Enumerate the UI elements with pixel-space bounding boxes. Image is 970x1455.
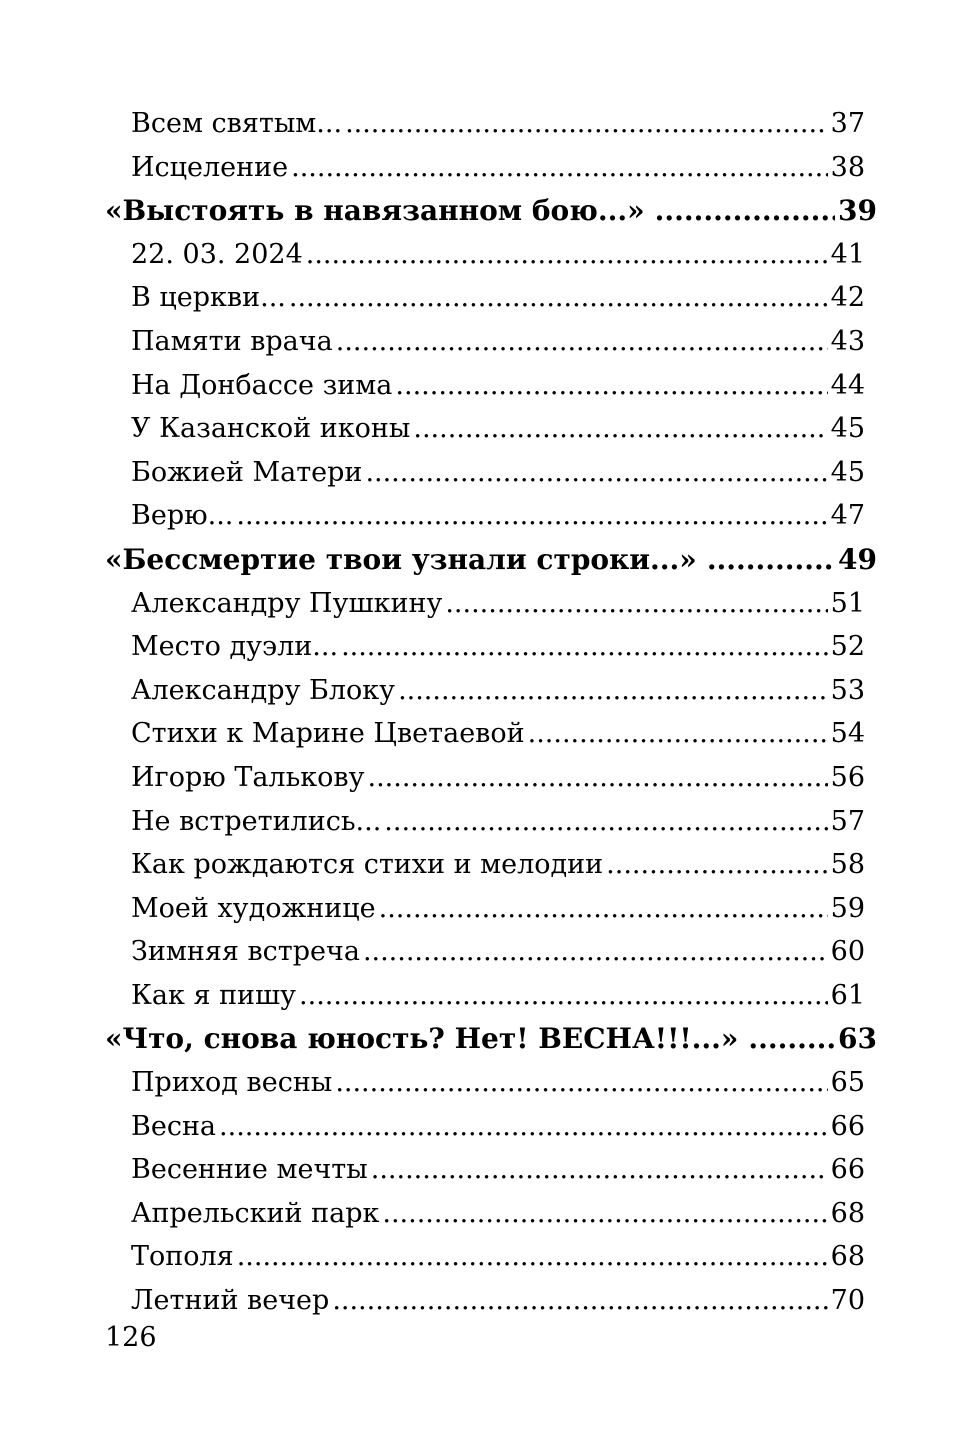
toc-entry (105, 974, 865, 1018)
dot-leader (291, 146, 828, 190)
dot-leader (236, 494, 827, 538)
toc-section-heading (105, 189, 877, 233)
dot-leader (371, 1148, 828, 1192)
dot-leader (413, 407, 827, 451)
dot-leader (395, 364, 827, 408)
toc-page-number: 52 (830, 631, 865, 663)
toc-page-number: 63 (838, 1022, 877, 1056)
toc-entry (105, 320, 865, 364)
toc-section-heading (105, 538, 877, 582)
toc-title: Стихи к Марине Цветаевой (131, 718, 525, 750)
dot-leader (219, 1105, 828, 1149)
dot-leader (335, 1061, 827, 1105)
toc-title: Зимняя встреча (131, 936, 360, 968)
toc-entry (105, 102, 865, 146)
toc-title: Памяти врача (131, 325, 333, 357)
toc-page-number: 38 (830, 151, 865, 183)
toc-entry (105, 887, 865, 931)
dot-leader (528, 712, 828, 756)
toc-page-number: 45 (830, 456, 865, 488)
toc-entry (105, 756, 865, 800)
toc-page-number: 53 (830, 674, 865, 706)
toc-title: Приход весны (131, 1067, 333, 1099)
toc-entry (105, 407, 865, 451)
toc-title: Моей художнице (131, 892, 376, 924)
toc-page-number: 44 (830, 369, 865, 401)
toc-entry (105, 712, 865, 756)
toc-page-number: 51 (830, 587, 865, 619)
toc-title: Место дуэли... (131, 631, 339, 663)
toc-entry (105, 930, 865, 974)
toc-page-number: 70 (830, 1285, 865, 1317)
dot-leader (368, 756, 828, 800)
toc-entry (105, 800, 865, 844)
toc-title: В церкви... (131, 282, 286, 314)
dot-leader (363, 930, 828, 974)
toc-title: Летний вечер (131, 1285, 330, 1317)
toc-page-number: 45 (830, 413, 865, 445)
toc-page-number: 43 (830, 325, 865, 357)
dot-leader (237, 1235, 828, 1279)
toc-section-heading (105, 1017, 877, 1061)
dot-leader (379, 887, 828, 931)
toc-title: Исцеление (131, 151, 289, 183)
dot-leader (306, 233, 828, 277)
toc-entry (105, 669, 865, 713)
toc-entry (105, 582, 865, 626)
toc-page-number: 41 (830, 238, 865, 270)
toc-page-number: 68 (830, 1197, 865, 1229)
toc-title: «Что, снова юность? Нет! ВЕСНА!!!...» (105, 1022, 739, 1056)
toc-entry (105, 1279, 865, 1323)
toc-page-number: 60 (830, 936, 865, 968)
toc-title: Тополя (131, 1241, 234, 1273)
toc-entry (105, 494, 865, 538)
toc-page-number: 56 (830, 761, 865, 793)
toc-entry (105, 276, 865, 320)
toc-page-number: 37 (830, 108, 865, 139)
toc-title: Божией Матери (131, 456, 363, 488)
toc-title: Как я пишу (131, 979, 297, 1011)
toc-page-number: 66 (830, 1110, 865, 1142)
toc-entry (105, 451, 865, 495)
toc-page-number: 59 (830, 892, 865, 924)
toc-page-number: 61 (830, 979, 865, 1011)
toc-title: Александру Блоку (131, 674, 396, 706)
toc-page-number: 42 (830, 282, 865, 314)
dot-leader (289, 276, 828, 320)
toc-title: «Выстоять в навязанном бою...» (105, 194, 645, 228)
toc-entry (105, 625, 865, 669)
dot-leader (299, 974, 828, 1018)
dot-leader (707, 538, 835, 582)
toc-entry (105, 1235, 865, 1279)
toc-page-number: 57 (830, 805, 865, 837)
toc-title: Весенние мечты (131, 1154, 368, 1186)
toc-title: «Бессмертие твои узнали строки...» (105, 542, 697, 576)
toc-title: Апрельский парк (131, 1197, 380, 1229)
dot-leader (606, 843, 827, 887)
dot-leader (382, 1192, 827, 1236)
toc-entry (105, 364, 865, 408)
toc-entry (105, 1148, 865, 1192)
dot-leader (655, 189, 835, 233)
dot-leader (341, 625, 828, 669)
toc-entry (105, 1105, 865, 1149)
toc-title: У Казанской иконы (131, 413, 411, 445)
toc-entry (105, 233, 865, 277)
table-of-contents (105, 102, 877, 1323)
dot-leader (336, 320, 828, 364)
toc-title: Весна (131, 1110, 217, 1142)
dot-leader (365, 451, 827, 495)
toc-title: Не встретились... (131, 805, 382, 837)
toc-page-number: 68 (830, 1241, 865, 1273)
page-number: 126 (105, 1322, 157, 1353)
toc-page-number: 58 (830, 849, 865, 881)
dot-leader (398, 669, 828, 713)
dot-leader (332, 1279, 827, 1323)
toc-title: Александру Пушкину (131, 587, 443, 619)
toc-page-number: 54 (830, 718, 865, 750)
dot-leader (384, 800, 827, 844)
toc-entry (105, 843, 865, 887)
toc-title: Как рождаются стихи и мелодии (131, 849, 604, 881)
toc-page-number: 65 (830, 1067, 865, 1099)
toc-title: Игорю Талькову (131, 761, 365, 793)
toc-entry (105, 146, 865, 190)
toc-page-number: 66 (830, 1154, 865, 1186)
toc-entry (105, 1061, 865, 1105)
toc-page-number: 39 (838, 194, 877, 228)
toc-title: Всем святым... (131, 108, 343, 139)
dot-leader (748, 1017, 835, 1061)
toc-page-number: 47 (830, 500, 865, 532)
dot-leader (345, 102, 828, 146)
toc-title: На Донбассе зима (131, 369, 393, 401)
dot-leader (445, 582, 827, 626)
toc-page-number: 49 (838, 542, 877, 576)
toc-entry (105, 1192, 865, 1236)
toc-title: Верю... (131, 500, 234, 532)
toc-title: 22. 03. 2024 (131, 238, 303, 270)
